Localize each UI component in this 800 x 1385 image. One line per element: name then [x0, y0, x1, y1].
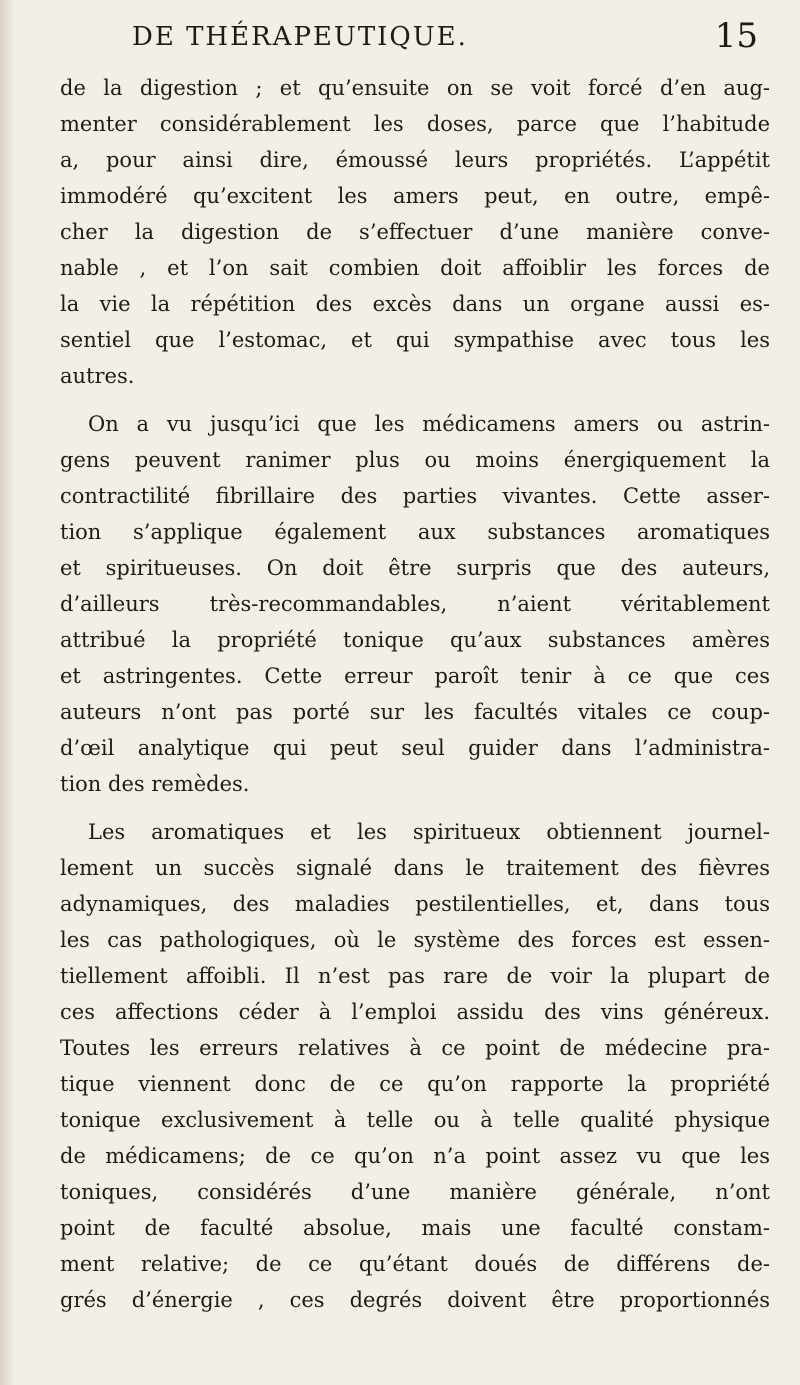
- text-line: la vie la répétition des excès dans un organe aussi es-: [60, 292, 770, 316]
- running-title: DE THÉRAPEUTIQUE.: [132, 22, 468, 52]
- page-header: [60, 0, 770, 70]
- text-line: tique viennent donc de ce qu’on rapporte la propriété: [60, 1072, 770, 1096]
- text-line: tion des remèdes.: [60, 772, 250, 796]
- text-line: d’ailleurs très-recommandables, n’aient véritablement: [60, 592, 770, 616]
- text-line: gens peuvent ranimer plus ou moins énergiquement la: [60, 448, 770, 472]
- text-line: et astringentes. Cette erreur paroît tenir à ce que ces: [60, 664, 770, 688]
- text-line: sentiel que l’estomac, et qui sympathise avec tous les: [60, 328, 770, 352]
- paragraph-1: [60, 70, 770, 394]
- paragraph-2: [60, 406, 770, 802]
- paragraph-3: [60, 814, 770, 1318]
- text-line: cher la digestion de s’effectuer d’une manière conve-: [60, 220, 770, 244]
- text-line: Les aromatiques et les spiritueux obtiennent journel-: [88, 820, 770, 844]
- text-line: les cas pathologiques, où le système des forces est essen-: [60, 928, 770, 952]
- text-line: auteurs n’ont pas porté sur les facultés vitales ce coup-: [60, 700, 770, 724]
- text-line: a, pour ainsi dire, émoussé leurs propriétés. L’appétit: [60, 148, 770, 172]
- text-line: toniques, considérés d’une manière générale, n’ont: [60, 1180, 770, 1204]
- text-line: tion s’applique également aux substances aromatiques: [60, 520, 770, 544]
- text-line: ment relative; de ce qu’étant doués de différens de-: [60, 1252, 770, 1276]
- text-line: point de faculté absolue, mais une faculté constam-: [60, 1216, 770, 1240]
- text-line: ces affections céder à l’emploi assidu des vins généreux.: [60, 1000, 770, 1024]
- text-line: lement un succès signalé dans le traitement des fièvres: [60, 856, 770, 880]
- text-line: Toutes les erreurs relatives à ce point de médecine pra-: [60, 1036, 770, 1060]
- body-text: [60, 70, 770, 1318]
- text-line: tiellement affoibli. Il n’est pas rare de voir la plupart de: [60, 964, 770, 988]
- text-line: menter considérablement les doses, parce que l’habitude: [60, 112, 770, 136]
- text-line: attribué la propriété tonique qu’aux substances amères: [60, 628, 770, 652]
- text-line: immodéré qu’excitent les amers peut, en outre, empê-: [60, 184, 770, 208]
- text-line: autres.: [60, 364, 135, 388]
- text-line: contractilité fibrillaire des parties vivantes. Cette asser-: [60, 484, 770, 508]
- text-line: de la digestion ; et qu’ensuite on se voit forcé d’en aug-: [60, 76, 770, 100]
- text-line: adynamiques, des maladies pestilentielles, et, dans tous: [60, 892, 770, 916]
- text-line: et spiritueuses. On doit être surpris que des auteurs,: [60, 556, 770, 580]
- text-line: d’œil analytique qui peut seul guider dans l’administra-: [60, 736, 770, 760]
- text-line: de médicamens; de ce qu’on n’a point assez vu que les: [60, 1144, 770, 1168]
- page-number: 15: [714, 16, 758, 56]
- text-line: nable , et l’on sait combien doit affoiblir les forces de: [60, 256, 770, 280]
- text-line: tonique exclusivement à telle ou à telle qualité physique: [60, 1108, 770, 1132]
- text-line: grés d’énergie , ces degrés doivent être proportionnés: [60, 1288, 770, 1312]
- text-line: On a vu jusqu’ici que les médicamens amers ou astrin-: [88, 412, 770, 436]
